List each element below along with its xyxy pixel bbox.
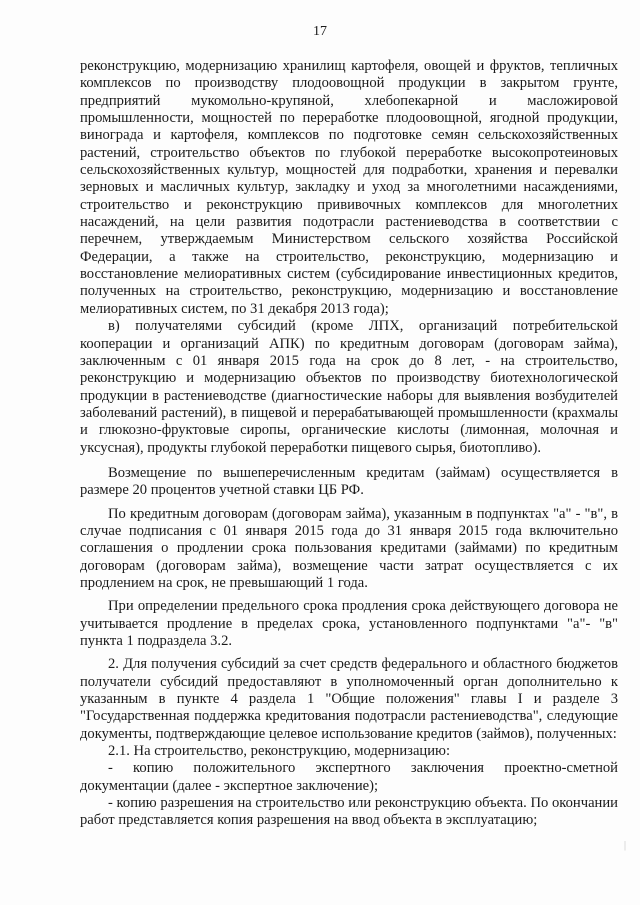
paragraph-point-2: 2. Для получения субсидий за счет средств федерального и областного бюджетов получатели субсидий предоставляют в уполномоченный орган дополнительно к указанным в пункте 4 раздела 1 "Общие положения" главы I и разделе 3 "Государственная поддержка кредитования подотрасли растениеводства", следующие документы, подтверждающие целевое использование кредитов (займов), полученных: — [80, 656, 618, 742]
paragraph-extension: По кредитным договорам (договорам займа), указанным в подпунктах "а" - "в", в случае подписания с 01 января 2015 года до 31 января 2015 года включительно соглашения о продлении срока пользования кредитами (займами) по кредитным договорам (договорам займа), возмещение части затрат осуществляется с их продлением на срок, не превышающий 1 года. — [80, 505, 618, 591]
paragraph-reimbursement: Возмещение по вышеперечисленным кредитам (займам) осуществляется в размере 20 процентов учетной ставки ЦБ РФ. — [80, 464, 618, 499]
list-item-construction-permit: - копию разрешения на строительство или реконструкцию объекта. По окончании работ представляется копия разрешения на ввод объекта в эксплуатацию; — [80, 795, 618, 829]
margin-mark: | — [624, 840, 627, 851]
list-item-expert-conclusion: - копию положительного экспертного заключения проектно-сметной документации (далее - экспертное заключение); — [80, 760, 618, 794]
document-body — [80, 58, 618, 830]
page-number: 17 — [313, 24, 327, 39]
paragraph-term-limit: При определении предельного срока продления срока действующего договора не учитывается продление в пределах срока, установленного подпунктами "а"- "в" пункта 1 подраздела 3.2. — [80, 598, 618, 649]
paragraph-continuation: реконструкцию, модернизацию хранилищ картофеля, овощей и фруктов, тепличных комплексов по производству плодоовощной продукции в закрытом грунте, предприятий мукомольно-крупяной, хлебопекарной и масложировой промышленности, мощностей по переработке плодоовощной, ягодной продукции, винограда и картофеля, комплексов по подготовке семян сельскохозяйственных растений, строительство объектов по глубокой переработке высокопротеиновых сельскохозяйственных культур, мощностей для подработки, хранения и перевалки зерновых и масличных культур, закладку и уход за многолетними насаждениями, строительство и реконструкцию прививочных комплексов для многолетних насаждений, на цели развития подотрасли растениеводства в соответствии с перечнем, утверждаемым Министерством сельского хозяйства Российской Федерации, а также на строительство, реконструкцию, модернизацию и восстановление мелиоративных систем (субсидирование инвестиционных кредитов, полученных на строительство, реконструкцию, модернизацию и восстановление мелиоративных систем, по 31 декабря 2013 года); — [80, 58, 618, 317]
paragraph-point-2-1: 2.1. На строительство, реконструкцию, модернизацию: — [108, 743, 450, 760]
paragraph-subitem-v: в) получателями субсидий (кроме ЛПХ, организаций потребительской кооперации и организаций АПК) по кредитным договорам (договорам займа), заключенным с 01 января 2015 года на срок до 8 лет, - на строительство, реконструкцию и модернизацию объектов по производству биотехнологической продукции в растениеводстве (диагностические наборы для выявления возбудителей заболеваний растений), в пищевой и перерабатывающей промышленности (крахмалы и глюкозно-фруктовые сиропы, органические кислоты (лимонная, молочная и уксусная), продукты глубокой переработки пищевого сырья, биотопливо). — [80, 318, 618, 456]
